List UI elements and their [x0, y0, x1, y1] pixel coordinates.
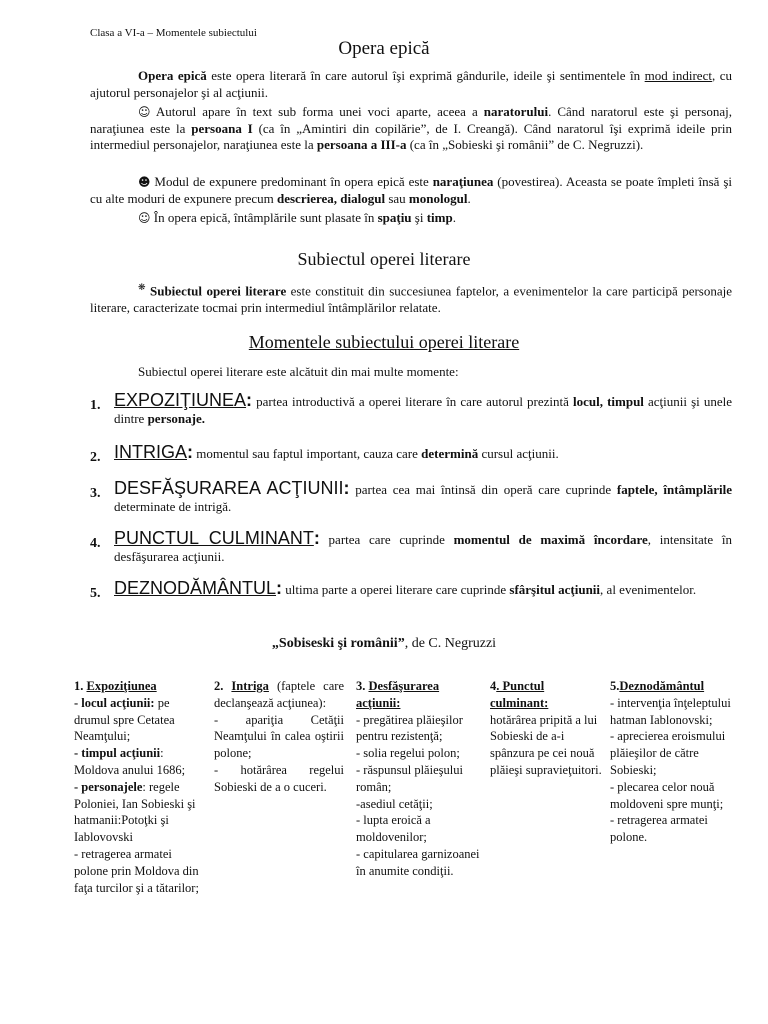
col-title: Desfăşurarea acţiunii:: [356, 679, 440, 710]
text: , intensitate în desfăşurarea acţiunii.: [114, 532, 733, 564]
paragraph-spatiu-timp: [90, 210, 732, 227]
col-num: 1.: [74, 679, 87, 693]
column-heading: [490, 678, 602, 712]
table-line: [74, 745, 200, 779]
smiley-icon: ☺: [138, 211, 151, 225]
col-num: 2.: [214, 679, 232, 693]
page-header: Clasa a VI-a – Momentele subiectului: [90, 27, 257, 39]
text: - retragerea armatei polone prin Moldova din faţa turcilor şi a tătarilor;: [74, 846, 199, 895]
text: şi: [411, 210, 427, 225]
text: Modul de expunere predominant în opera epică este: [150, 174, 433, 189]
table-line: - plecarea celor nouă moldoveni spre munţi;: [610, 779, 724, 811]
smiley-icon: ☺: [138, 105, 151, 119]
colon: :: [313, 528, 320, 548]
text: partea introductivă a operei literare în care autorul prezintă: [252, 394, 573, 409]
column-heading: [356, 678, 480, 712]
table-line: - apariţia Cetăţii Neamţului în calea oştirii polone;: [214, 712, 344, 761]
table-line: - capitularea garnizoanei în anumite condiţii.: [356, 846, 480, 878]
moments-intro: Subiectul operei literare este alcătuit din mai multe momente:: [138, 364, 459, 379]
text: ultima parte a operei literare care cuprinde: [282, 582, 510, 597]
bold-term: determină: [421, 446, 479, 461]
table-column-intriga: [204, 678, 348, 896]
table-line: - intervenţia înţeleptului hatman Iablonovski;: [610, 695, 731, 727]
text: : regele Poloniei, Ian Sobieski şi hatmanii:Potoţki şi Iablovovski: [74, 779, 196, 845]
table-line: [74, 779, 200, 846]
list-item-punctul-culminant: [90, 530, 732, 565]
section-title-momente: [0, 332, 768, 353]
paragraph-expunere: [90, 174, 732, 207]
bold-term: naraţiunea: [432, 174, 494, 189]
table-line: - retragerea armatei polone.: [610, 813, 708, 845]
bold-term: monologul: [408, 190, 468, 206]
col-title: Intriga: [231, 679, 269, 693]
col-title: Deznodământul: [619, 679, 705, 693]
text: Autorul apare în text sub forma unei voci aparte, aceea a: [150, 104, 484, 119]
section-title-text: Momentele subiectului operei literare: [248, 332, 520, 352]
col-title: Expoziţiunea: [86, 679, 157, 693]
list-number: 3.: [90, 486, 101, 501]
bold-term: spaţiu: [377, 210, 412, 225]
text: este opera literară în care autorul îşi exprimă gândurile, ideile şi sentimentele în: [206, 68, 645, 83]
bold-term: descrierea, dialogul: [276, 190, 386, 206]
list-number: 2.: [90, 450, 101, 465]
text: .: [452, 210, 456, 225]
list-number: 5.: [90, 586, 101, 601]
table-line: -asediul cetăţii;: [356, 796, 433, 811]
column-heading: [214, 678, 344, 712]
list-number: 4.: [90, 536, 101, 551]
table-line: - hotărârea regelui Sobieski de a o cuceri.: [214, 762, 344, 794]
bold-term: Subiectul operei literare: [145, 283, 287, 299]
col-num: 4: [490, 679, 497, 693]
column-heading: [74, 678, 200, 695]
text: : Moldova anului 1686;: [74, 746, 186, 777]
moment-heading: EXPOZIŢIUNEA: [114, 390, 247, 410]
moment-heading: INTRIGA: [114, 442, 188, 462]
section-title-subiect: Subiectul operei literare: [297, 249, 471, 269]
list-item-desfasurarea: [90, 480, 732, 515]
table-column-desfasurarea: [348, 678, 484, 896]
smiley-filled-icon: ☻: [138, 175, 151, 189]
text: partea cea mai întinsă din operă care cuprinde: [349, 482, 617, 497]
colon: :: [276, 578, 283, 598]
list-item-expozitiunea: [90, 392, 732, 427]
colon: :: [246, 390, 253, 410]
bold-term: - timpul acţiunii: [74, 746, 161, 761]
bold-term: personaje.: [147, 411, 205, 426]
text: (ca în „Sobieski şi românii” de C. Negruzzi).: [406, 137, 644, 153]
col-title: . Punctul culminant:: [490, 679, 549, 710]
paragraph-subiect: [90, 280, 732, 317]
bold-term: faptele, întâmplările: [616, 482, 732, 497]
text: pe drumul spre Cetatea Neamţului;: [74, 695, 175, 744]
text: .: [467, 190, 471, 206]
table-column-expozitiunea: [70, 678, 204, 896]
text: . Când naratorul este şi personaj, naraţiunea este la: [90, 104, 732, 136]
text: sau: [385, 190, 409, 206]
bold-term: persoana I: [191, 120, 253, 136]
text: (povestirea). Aceasta se poate împleti însă şi cu alte moduri de expunere precum: [90, 174, 732, 206]
colon: :: [187, 442, 194, 462]
table-line: hotărârea pripită a lui Sobieski de a-i spânzura pe cei nouă plăieşi supravieţuitori.: [490, 712, 602, 777]
paragraph-definition: [90, 68, 732, 101]
work-title: „Sobiseski şi românii”: [271, 636, 405, 651]
bold-term: sfârşitul acţiunii: [509, 582, 601, 597]
bold-term: timp: [426, 210, 453, 225]
work-author: , de C. Negruzzi: [404, 636, 497, 651]
text: partea care cuprinde: [319, 532, 454, 547]
bold-term: persoana a III-a: [316, 137, 407, 153]
text: În opera epică, întâmplările sunt plasate în: [150, 210, 378, 225]
table-line: [74, 846, 200, 896]
table-line: - lupta eroică a moldovenilor;: [356, 813, 431, 845]
work-title-line: [0, 636, 768, 652]
text: acţiunii şi unele dintre: [114, 394, 732, 426]
text: cursul acţiunii.: [478, 446, 559, 461]
underlined-term: mod indirect: [644, 68, 712, 83]
col-num: 3.: [356, 679, 369, 693]
table-line: - răspunsul plăieşului român;: [356, 762, 463, 794]
table-line: - aprecierea eroismului plăieşilor de către Sobieski;: [610, 729, 726, 777]
table-line: [74, 695, 200, 745]
table-line: - solia regelui polon;: [356, 746, 460, 761]
moment-heading: DESFĂŞURAREA ACŢIUNII: [114, 478, 344, 498]
col-num: 5.: [610, 679, 620, 693]
text: momentul sau faptul important, cauza care: [193, 446, 422, 461]
text: (ca în „Amintiri din copilărie”, de I. Creangă). Când naratorul îşi exprimă ideile prin intermediul personajelor, naraţiunea este la: [90, 120, 732, 153]
list-item-intriga: [90, 442, 732, 465]
moment-heading: DEZNODĂMÂNTUL: [114, 578, 277, 598]
bold-term: - locul acţiunii:: [74, 695, 155, 710]
moment-heading: PUNCTUL CULMINANT: [114, 528, 314, 548]
table-column-deznodamantul: [606, 678, 738, 896]
colon: :: [343, 478, 350, 498]
bold-term: locul, timpul: [573, 394, 644, 409]
table-column-punctul-culminant: [484, 678, 606, 896]
moments-table: [70, 678, 738, 896]
list-number: 1.: [90, 398, 101, 413]
list-item-deznodamantul: [90, 578, 732, 601]
bold-term: momentul de maximă încordare: [453, 532, 648, 547]
text: determinate de intrigă.: [114, 499, 232, 514]
text: , cu ajutorul personajelor şi al acţiunii.: [90, 68, 732, 100]
flower-icon: ❋: [138, 283, 146, 293]
column-heading: [610, 678, 734, 695]
table-line: - pregătirea plăieşilor pentru rezistenţă;: [356, 712, 463, 744]
paragraph-narrator: [90, 104, 732, 154]
bold-term: Opera epică: [138, 68, 207, 83]
text: , al evenimentelor.: [600, 582, 697, 597]
text: este constituit din succesiunea faptelor, a evenimentelor la care participă personaje literare, caracterizate tocmai prin intermediul întâmplărilor relatate.: [90, 283, 733, 315]
section-title-opera-epica: Opera epică: [338, 38, 430, 59]
col-subtitle: (faptele care declanşează acţiunea):: [214, 679, 344, 710]
bold-term: naratorului: [483, 104, 549, 119]
bold-term: - personajele: [74, 779, 143, 794]
